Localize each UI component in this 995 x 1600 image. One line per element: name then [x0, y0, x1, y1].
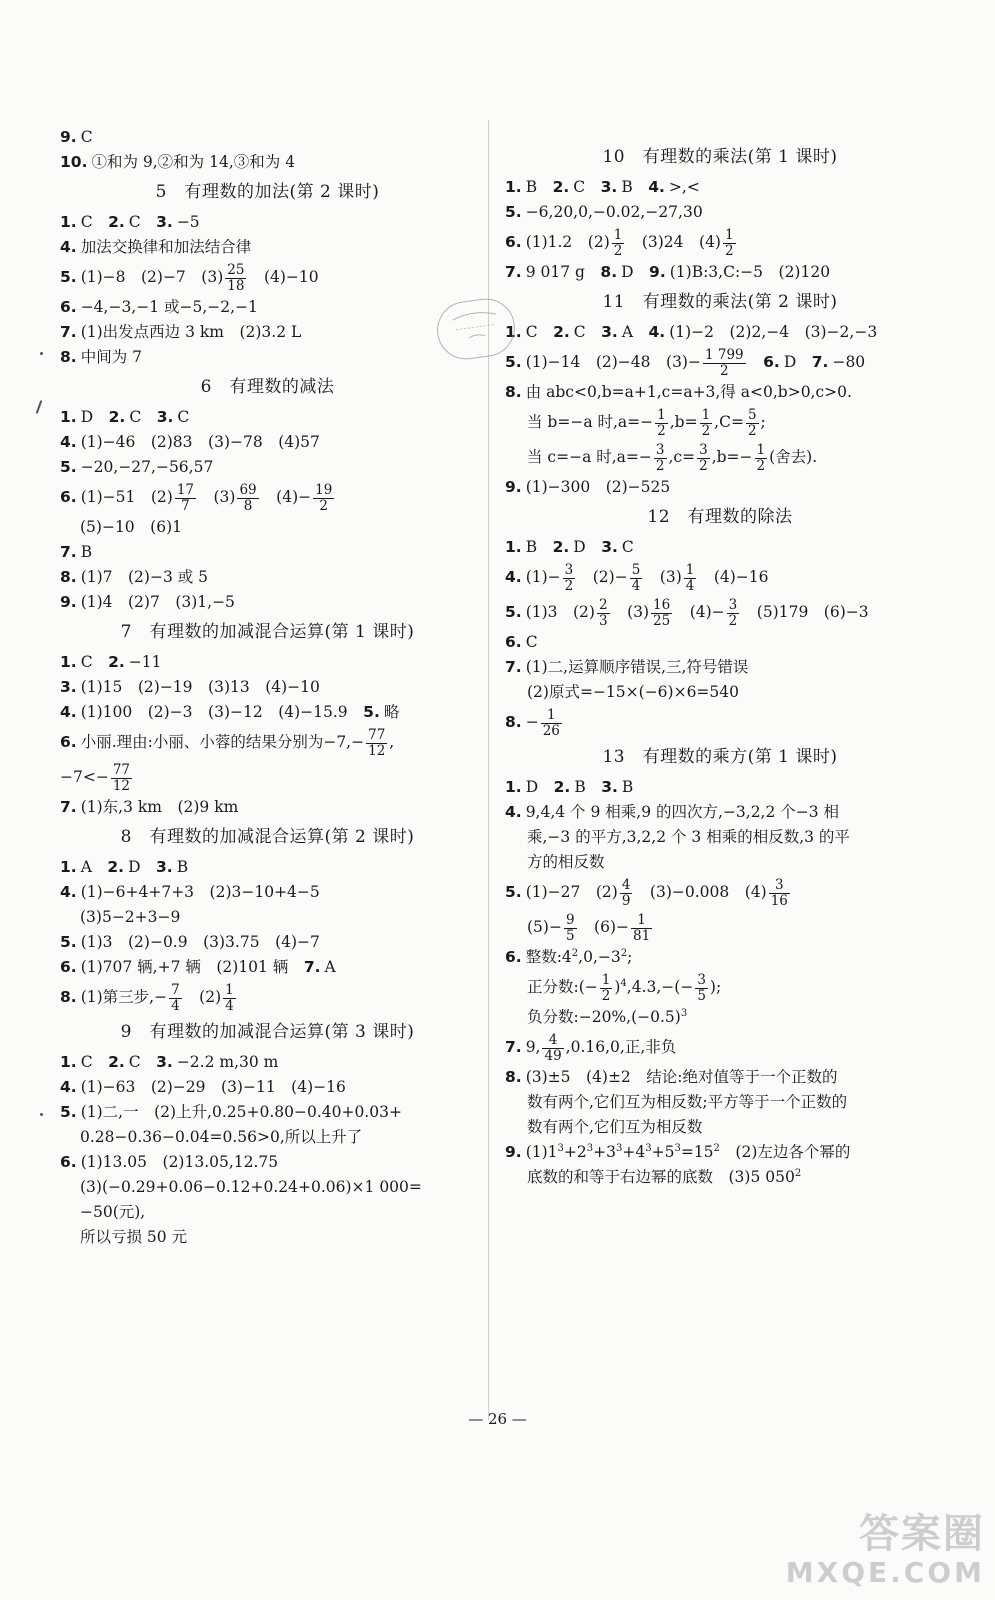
answer-continuation: 乘,−3 的平方,3,2,2 个 3 相乘的相反数,3 的平 [527, 828, 850, 846]
answer-row: 1. D 2. B 3. B [505, 778, 634, 796]
section-heading-5: 5 有理数的加法(第 2 课时) [155, 182, 380, 202]
answer-9: 9. (1)−300 (2)−525 [505, 478, 671, 496]
fraction: $\frac{1}{81}$ [633, 911, 651, 944]
answer-10: 10. ①和为 9,②和为 14,③和为 4 [60, 153, 296, 171]
answer-6: 6. (1)707 辆,+7 辆 (2)101 辆 7. A [60, 958, 336, 976]
answer-continuation: 底数的和等于右边幂的底数 (3)5 $050^2$ [527, 1168, 802, 1186]
answer-6: 6. −4,−3,−1 或−5,−2,−1 [60, 298, 258, 316]
answer-5: 5. (1)3 (2)−0.9 (3)3.75 (4)−7 [60, 933, 320, 951]
fraction: $\frac{3}{5}$ [697, 971, 706, 1004]
answer-4: 4. 9,4,4 个 9 相乘,9 的四次方,−3,2,2 个−3 相 [505, 803, 840, 821]
watermark-url: MXQE.COM [785, 1556, 985, 1589]
section-heading-7: 7 有理数的加减混合运算(第 1 课时) [120, 622, 415, 642]
answer-continuation: (5)−10 (6)1 [80, 518, 182, 536]
scan-speck [36, 400, 43, 414]
fraction: $\frac{3}{2}$ [728, 596, 738, 629]
answer-row: 1. C 2. −11 [60, 653, 162, 671]
answer-8: 8. 中间为 7 [60, 348, 142, 366]
fraction: $\frac{3}{2}$ [699, 441, 708, 474]
answer-5: 5. (1)二,一 (2)上升,0.25+0.80−0.40+0.03+ [60, 1103, 402, 1121]
answer-3: 3. (1)15 (2)−19 (3)13 (4)−10 [60, 678, 320, 696]
answer-continuation: 数有两个,它们互为相反数 [527, 1118, 703, 1136]
fraction: $\frac{19}{2}$ [315, 481, 333, 514]
fraction: $\frac{1}{2}$ [701, 406, 711, 439]
section-heading-13: 13 有理数的乘方(第 1 课时) [602, 747, 838, 767]
answer-continuation: 0.28−0.36−0.04=0.56>0,所以上升了 [80, 1128, 363, 1146]
answer-row: 1. A 2. D 3. B [60, 858, 189, 876]
answer-6: 6. 小丽.理由:小丽、小蓉的结果分别为−7,− $\frac{77}{12}$ , [60, 726, 395, 759]
answer-5: 5. (1)−14 (2)−48 (3)− $\frac{1 799}{2}$ 6. D 7. −80 [505, 346, 866, 379]
fraction: $\frac{1}{4}$ [685, 561, 695, 594]
answer-row: 1. C 2. C 3. −5 [60, 213, 200, 231]
section-heading-9: 9 有理数的加减混合运算(第 3 课时) [120, 1022, 415, 1042]
answer-9: 9. C [60, 128, 93, 146]
fraction: $\frac{3}{2}$ [564, 561, 574, 594]
section-heading-11: 11 有理数的乘法(第 2 课时) [602, 292, 838, 312]
answer-4: 4. (1)−46 (2)83 (3)−78 (4)57 [60, 433, 320, 451]
fraction: $\frac{1}{2}$ [613, 226, 623, 259]
answer-continuation: 所以亏损 50 元 [80, 1228, 188, 1246]
answer-8: 8. (1)7 (2)−3 或 5 [60, 568, 209, 586]
fraction: $\frac{1}{2}$ [601, 971, 611, 1004]
answer-continuation: (3)5−2+3−9 [80, 908, 181, 926]
fraction: $\frac{1}{4}$ [225, 981, 234, 1014]
scan-speck [40, 352, 43, 355]
answer-row: 1. B 2. C 3. B 4. >,< [505, 178, 700, 196]
fraction: $\frac{16}{25}$ [653, 596, 671, 629]
answer-continuation: 正分数:(− $\frac{1}{2}$ )$^4$,4.3,−(− $\frac{3}{5}$ ); [527, 971, 722, 1004]
answer-8: 8. − $\frac{1}{26}$ [505, 706, 560, 739]
answer-5: 5. (1)−8 (2)−7 (3) $\frac{25}{18}$ (4)−10 [60, 261, 319, 294]
answer-6: 6. 整数$:4^2,0,-3^2$; [505, 948, 633, 966]
answer-9: 9. $(1)1^3+2^3+3^3+4^3+5^3=15^2$ (2)左边各个幂的 [505, 1143, 851, 1161]
fraction: $\frac{1}{2}$ [657, 406, 666, 439]
answer-continuation: 当 b=−a 时,a=− $\frac{1}{2}$ ,b= $\frac{1}{2}$ ,C= $\frac{5}{2}$ ; [527, 406, 766, 439]
fraction: $\frac{77}{12}$ [112, 761, 131, 794]
scan-speck [40, 1113, 43, 1116]
answer-8: 8. (3)±5 (4)±2 结论:绝对值等于一个正数的 [505, 1068, 838, 1086]
answer-continuation: 负分数$:-20\%,(-0.5)^3$ [527, 1008, 688, 1026]
fraction: $\frac{17}{7}$ [176, 481, 194, 514]
fraction: $\frac{3}{16}$ [770, 876, 788, 909]
section-heading-6: 6 有理数的减法 [200, 377, 335, 397]
answer-5: 5. −6,20,0,−0.02,−27,30 [505, 203, 703, 221]
fraction: $\frac{1}{2}$ [724, 226, 734, 259]
section-heading-12: 12 有理数的除法 [647, 507, 793, 527]
answer-continuation: 方的相反数 [527, 853, 605, 871]
fraction: $\frac{4}{9}$ [621, 876, 631, 909]
fraction: $\frac{1}{2}$ [756, 441, 766, 474]
answer-4: 4. (1)−63 (2)−29 (3)−11 (4)−16 [60, 1078, 346, 1096]
answer-row: 1. B 2. D 3. C [505, 538, 634, 556]
fraction: $\frac{5}{2}$ [747, 406, 757, 439]
answer-4: 4. (1)100 (2)−3 (3)−12 (4)−15.9 5. 略 [60, 703, 400, 721]
answer-continuation: 当 c=−a 时,a=− $\frac{3}{2}$ ,c= $\frac{3}{2}$ ,b=− $\frac{1}{2}$ (舍去). [527, 441, 818, 474]
fraction: $\frac{4}{49}$ [544, 1031, 562, 1064]
answer-7: 7. 9 017 g 8. D 9. (1)B:3,C:−5 (2)120 [505, 263, 831, 281]
section-heading-10: 10 有理数的乘法(第 1 课时) [602, 147, 838, 167]
watermark-text: 答案圈 [859, 1511, 985, 1557]
fraction: $\frac{3}{2}$ [655, 441, 665, 474]
answer-5: 5. (1)3 (2) $\frac{2}{3}$ (3) $\frac{16}{25}$ (4)− $\frac{3}{2}$ (5)179 (6)−3 [505, 596, 869, 629]
answer-7: 7. (1)二,运算顺序错误,三,符号错误 [505, 658, 749, 676]
left-column [60, 125, 475, 1250]
answer-5: 5. −20,−27,−56,57 [60, 458, 214, 476]
answer-9: 9. (1)4 (2)7 (3)1,−5 [60, 593, 235, 611]
fraction: $\frac{25}{18}$ [227, 261, 245, 294]
answer-8: 8. (1)第三步,− $\frac{7}{4}$ (2) $\frac{1}{4}$ [60, 981, 234, 1014]
answer-7: 7. B [60, 543, 93, 561]
fraction: $\frac{1 799}{2}$ [704, 346, 744, 379]
answer-5: 5. (1)−27 (2) $\frac{4}{9}$ (3)−0.008 (4) $\frac{3}{16}$ [505, 876, 788, 909]
right-column [505, 140, 935, 1190]
answer-continuation: (3)(−0.29+0.06−0.12+0.24+0.06)×1 000= [80, 1178, 422, 1196]
fraction: $\frac{7}{4}$ [171, 981, 180, 1014]
answer-7: 7. 9, $\frac{4}{49}$ ,0.16,0,正,非负 [505, 1031, 677, 1064]
fraction: $\frac{77}{12}$ [368, 726, 386, 759]
answer-7: 7. (1)东,3 km (2)9 km [60, 798, 239, 816]
answer-6: 6. (1)1.2 (2) $\frac{1}{2}$ (3)24 (4) $\frac{1}{2}$ [505, 226, 734, 259]
answer-8: 8. 由 abc<0,b=a+1,c=a+3,得 a<0,b>0,c>0. [505, 383, 852, 401]
answer-7: 7. (1)出发点西边 3 km (2)3.2 L [60, 323, 302, 341]
answer-6: 6. (1)−51 (2) $\frac{17}{7}$ (3) $\frac{69}{8}$ (4)− $\frac{19}{2}$ [60, 481, 333, 514]
answer-continuation: −50(元), [80, 1203, 146, 1221]
answer-row: 1. C 2. C 3. −2.2 m,30 m [60, 1053, 279, 1071]
answer-continuation: 数有两个,它们互为相反数;平方等于一个正数的 [527, 1093, 848, 1111]
answer-row: 1. C 2. C 3. A 4. (1)−2 (2)2,−4 (3)−2,−3 [505, 323, 878, 341]
fraction: $\frac{1}{26}$ [542, 706, 560, 739]
page-number: — 26 — [468, 1410, 527, 1428]
answer-row: 1. D 2. C 3. C [60, 408, 190, 426]
answer-4: 4. (1)− $\frac{3}{2}$ (2)− $\frac{5}{4}$ (3) $\frac{1}{4}$ (4)−16 [505, 561, 769, 594]
fraction: $\frac{9}{5}$ [565, 911, 575, 944]
watermark-logo [715, 1510, 985, 1590]
answer-4: 4. (1)−6+4+7+3 (2)3−10+4−5 [60, 883, 320, 901]
answer-6: 6. C [505, 633, 538, 651]
answer-4: 4. 加法交换律和加法结合律 [60, 238, 252, 256]
answer-6: 6. (1)13.05 (2)13.05,12.75 [60, 1153, 279, 1171]
answer-continuation: −7<− $\frac{77}{12}$ [60, 761, 131, 794]
answer-continuation: (5)− $\frac{9}{5}$ (6)− $\frac{1}{81}$ [527, 911, 651, 944]
answer-continuation: (2)原式=−15×(−6)×6=540 [527, 683, 740, 701]
section-heading-8: 8 有理数的加减混合运算(第 2 课时) [120, 827, 415, 847]
fraction: $\frac{2}{3}$ [598, 596, 608, 629]
fraction: $\frac{69}{8}$ [239, 481, 257, 514]
seal-stamp-icon [443, 303, 508, 351]
fraction: $\frac{5}{4}$ [631, 561, 641, 594]
